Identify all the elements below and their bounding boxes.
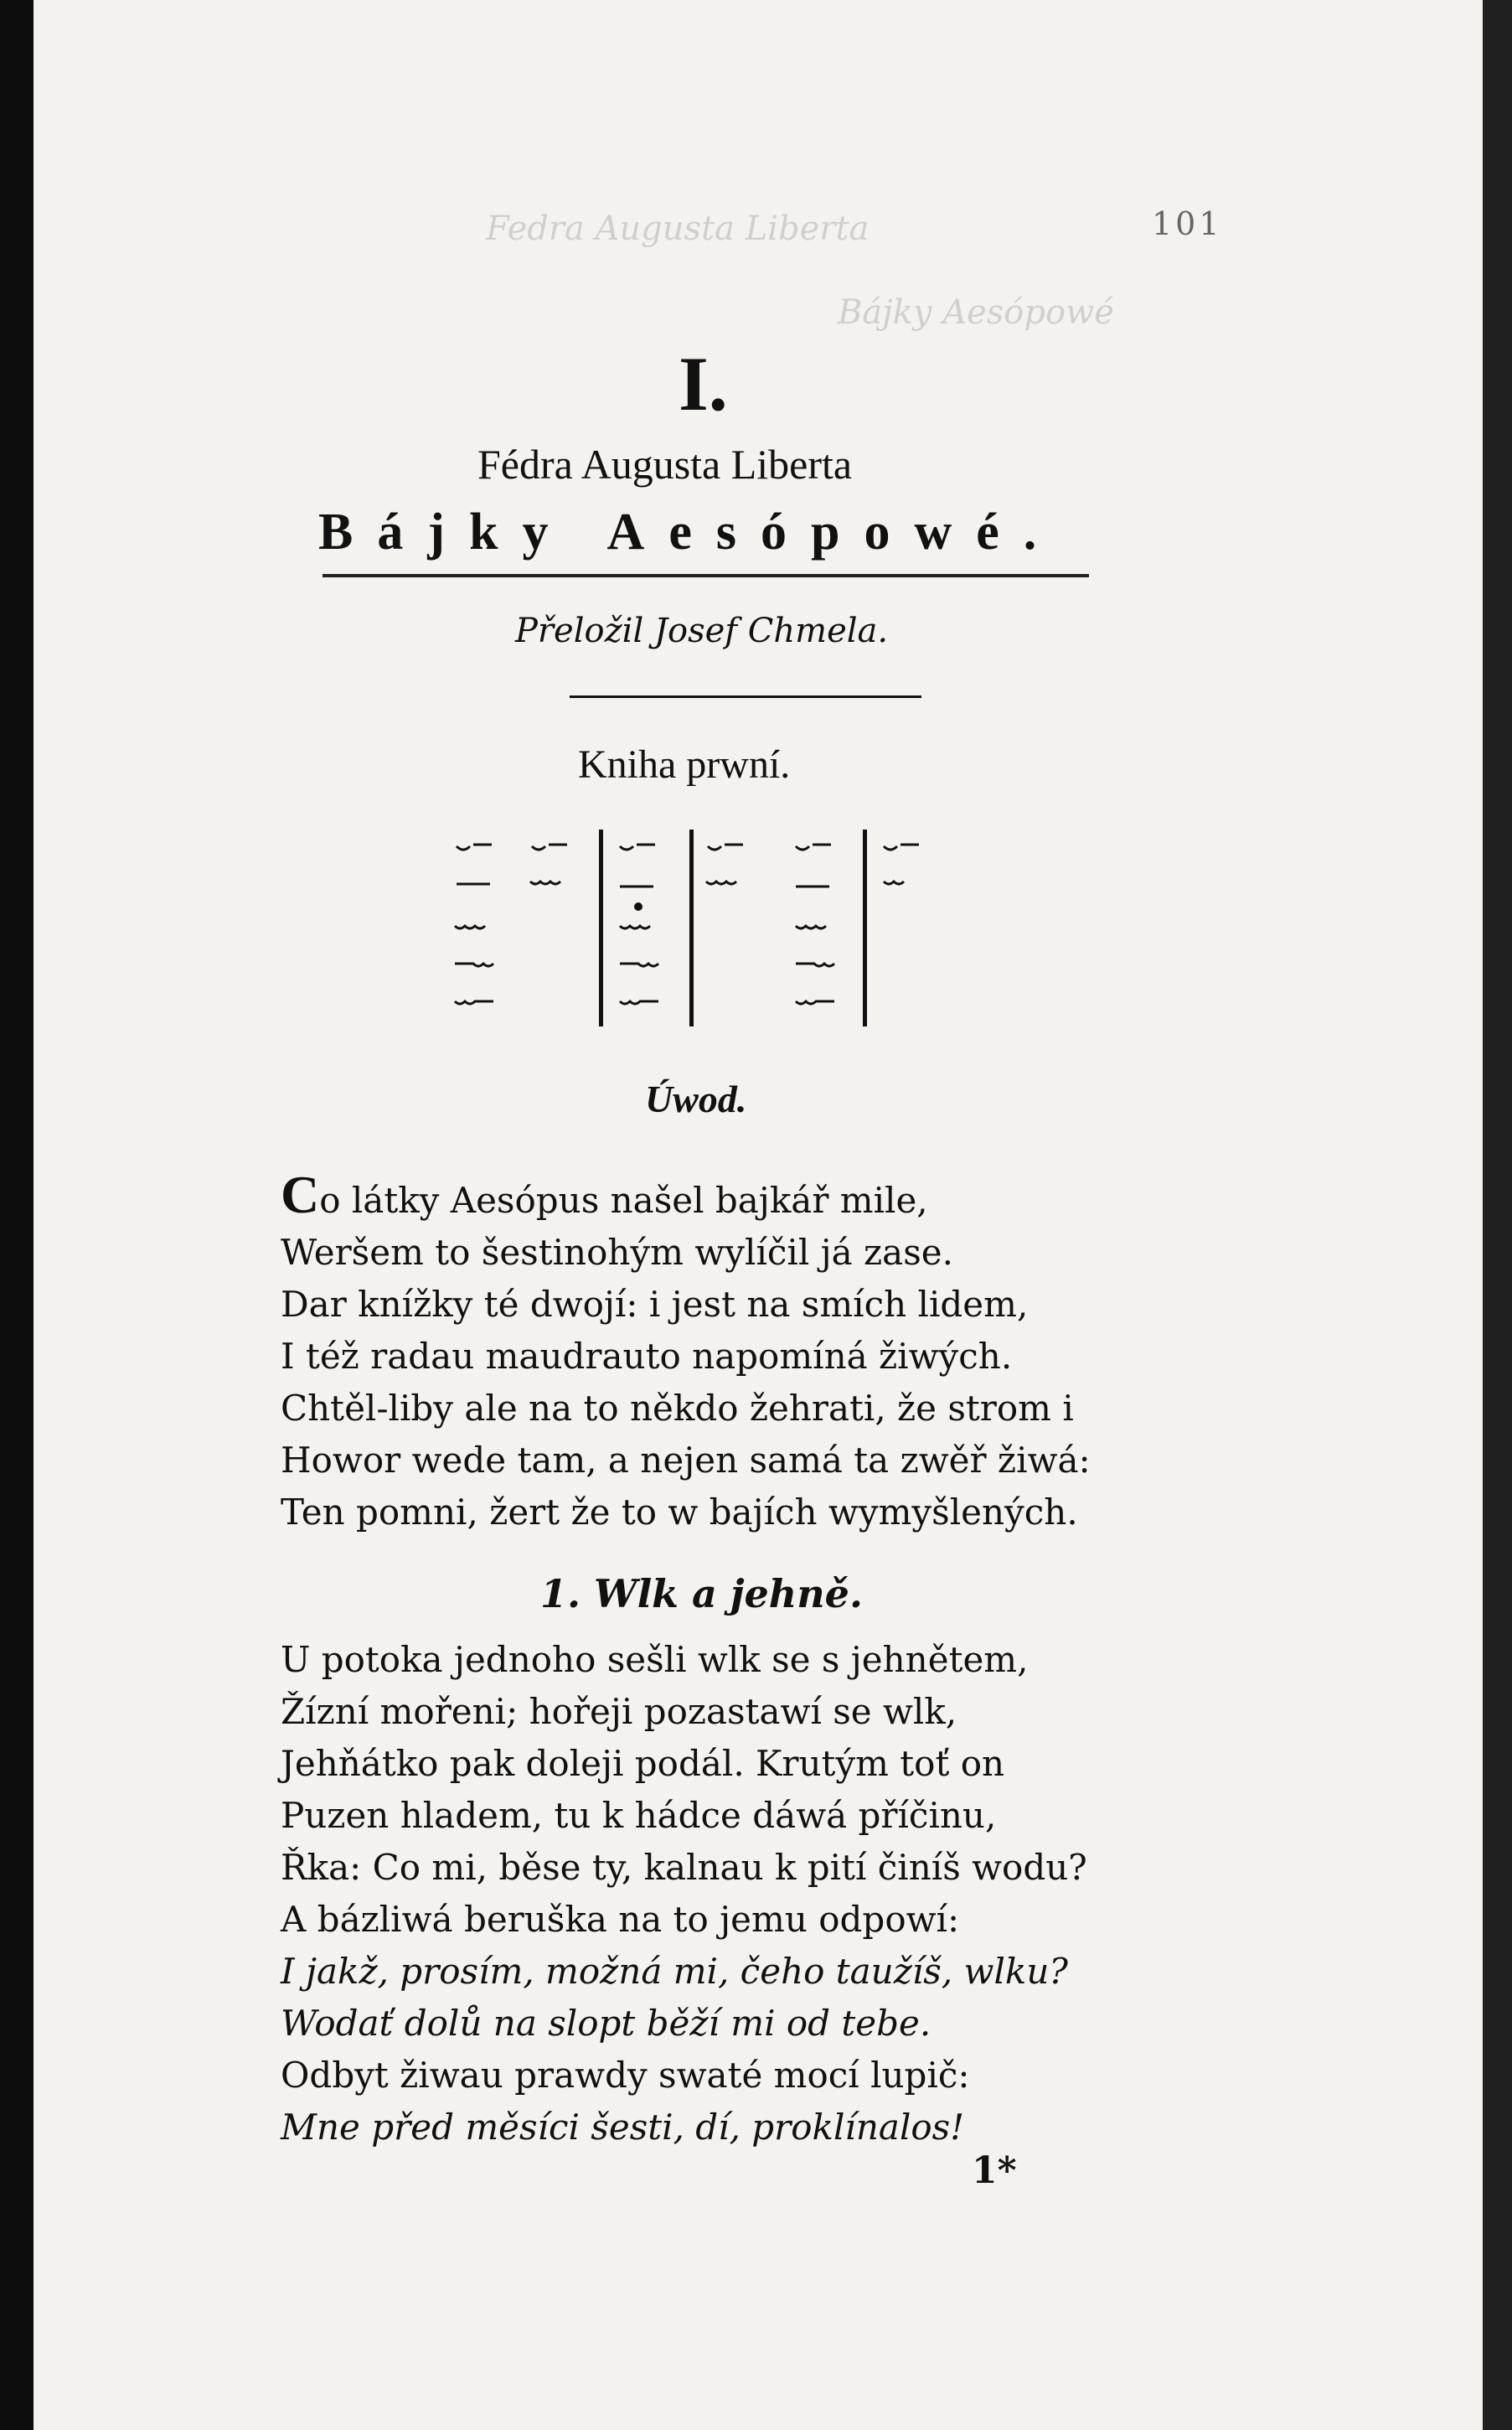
verse-line: Puzen hladem, tu k hádce dáwá příčinu,: [281, 1795, 997, 1836]
verse-line: Žízní mořeni; hořeji pozastawí se wlk,: [281, 1691, 957, 1732]
chapter-numeral: I.: [679, 341, 728, 427]
drop-cap: C: [281, 1165, 320, 1224]
show-through-text: Fedra Augusta Liberta: [486, 209, 870, 248]
verse-line: Ten pomni, žert že to w bajích wymyšlených.: [281, 1492, 1078, 1533]
verse-line: Jehňátko pak doleji podál. Krutým toť on: [281, 1743, 1005, 1784]
page-number: 101: [1152, 205, 1223, 242]
verse-line: Howor wede tam, a nejen samá ta zwěř žiwá:: [281, 1440, 1091, 1481]
scan-right-edge: [1483, 0, 1512, 2430]
translator-rule: [570, 695, 921, 698]
verse-line: Řka: Co mi, běse ty, kalnau k pití činíš wodu?: [281, 1847, 1087, 1888]
verse-line: Weršem to šestinohým wylíčil já zase.: [281, 1232, 953, 1273]
scan-left-edge: [0, 0, 34, 2430]
metre-scheme: [440, 830, 942, 1031]
verse-line: Odbyt žiwau prawdy swaté mocí lupič:: [281, 2055, 970, 2096]
verse-line: I též radau maudrauto napomíná žiwých.: [281, 1336, 1013, 1377]
book-page: [34, 0, 1483, 2430]
verse-line: Mne před měsíci šesti, dí, proklínalos!: [281, 2107, 965, 2148]
author-line: Fédra Augusta Liberta: [477, 441, 853, 488]
verse-line: A bázliwá beruška na to jemu odpowí:: [281, 1899, 960, 1940]
title-rule: [323, 574, 1089, 577]
book-title: Bájky Aesópowé.: [318, 504, 1061, 561]
verse-line: U potoka jednoho sešli wlk se s jehnětem,: [281, 1639, 1029, 1680]
verse-line: Chtěl-liby ale na to někdo žehrati, že strom i: [281, 1388, 1074, 1429]
signature-mark: 1*: [972, 2149, 1017, 2192]
translator-line: Přeložil Josef Chmela.: [515, 612, 889, 650]
fable-verse: [281, 1634, 1087, 2153]
fable-heading: 1. Wlk a jehně.: [540, 1571, 863, 1616]
verse-line: Co látky Aesópus našel bajkář mile,: [281, 1165, 928, 1224]
intro-heading: Úwod.: [645, 1078, 747, 1120]
book-heading: Kniha prwní.: [578, 742, 791, 787]
verse-line: Wodať dolů na slopt běží mi od tebe.: [281, 2003, 931, 2044]
verse-line: Dar knížky té dwojí: i jest na smích lidem,: [281, 1284, 1029, 1325]
intro-verse: [281, 1165, 1091, 1538]
verse-line: I jakž, prosím, možná mi, čeho taužíš, wlku?: [281, 1951, 1068, 1992]
show-through-text: Bájky Aesópowé: [838, 293, 1114, 332]
